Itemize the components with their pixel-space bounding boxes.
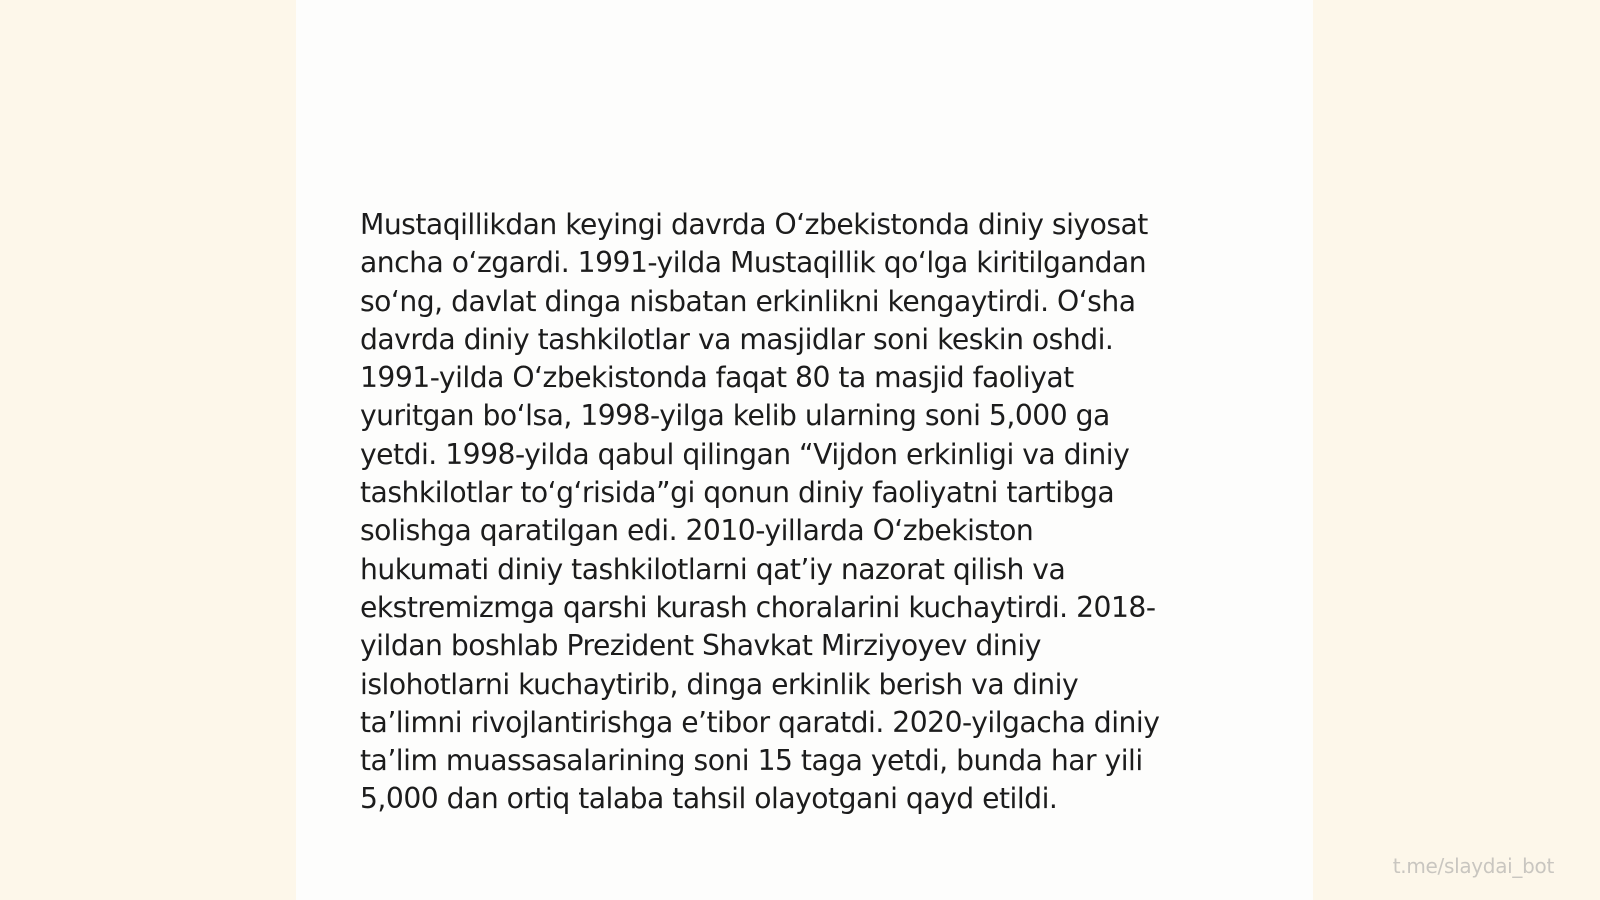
body-line: ta’limni rivojlantirishga e’tibor qaratdi. 2020-yilgacha diniy — [360, 705, 1160, 739]
body-paragraph — [360, 206, 1240, 819]
body-line: so‘ng, davlat dinga nisbatan erkinlikni kengaytirdi. O‘sha — [360, 284, 1136, 318]
body-line: ancha o‘zgardi. 1991-yilda Mustaqillik qo‘lga kiritilgandan — [360, 246, 1147, 280]
body-line: islohotlarni kuchaytirib, dinga erkinlik berish va diniy — [360, 667, 1079, 701]
body-line: yuritgan bo‘lsa, 1998-yilga kelib ularning soni 5,000 ga — [360, 399, 1110, 433]
slide-panel — [296, 0, 1313, 900]
body-line: 5,000 dan ortiq talaba tahsil olayotgani qayd etildi. — [360, 782, 1058, 816]
body-line: solishga qaratilgan edi. 2010-yillarda O‘zbekiston — [360, 514, 1034, 548]
watermark-link[interactable]: t.me/slaydai_bot — [1392, 854, 1554, 878]
body-line: 1991-yilda O‘zbekistonda faqat 80 ta masjid faoliyat — [360, 361, 1074, 395]
body-line: ta’lim muassasalarining soni 15 taga yetdi, bunda har yili — [360, 744, 1143, 778]
body-line: yetdi. 1998-yilda qabul qilingan “Vijdon erkinligi va diniy — [360, 437, 1130, 471]
body-line: davrda diniy tashkilotlar va masjidlar soni keskin oshdi. — [360, 322, 1114, 356]
body-line: hukumati diniy tashkilotlarni qat’iy nazorat qilish va — [360, 552, 1066, 586]
body-line: tashkilotlar to‘g‘risida”gi qonun diniy faoliyatni tartibga — [360, 476, 1115, 510]
body-line: ekstremizmga qarshi kurash choralarini kuchaytirdi. 2018- — [360, 590, 1156, 624]
body-line: Mustaqillikdan keyingi davrda O‘zbekistonda diniy siyosat — [360, 208, 1148, 241]
body-line: yildan boshlab Prezident Shavkat Mirziyoyev diniy — [360, 629, 1041, 663]
